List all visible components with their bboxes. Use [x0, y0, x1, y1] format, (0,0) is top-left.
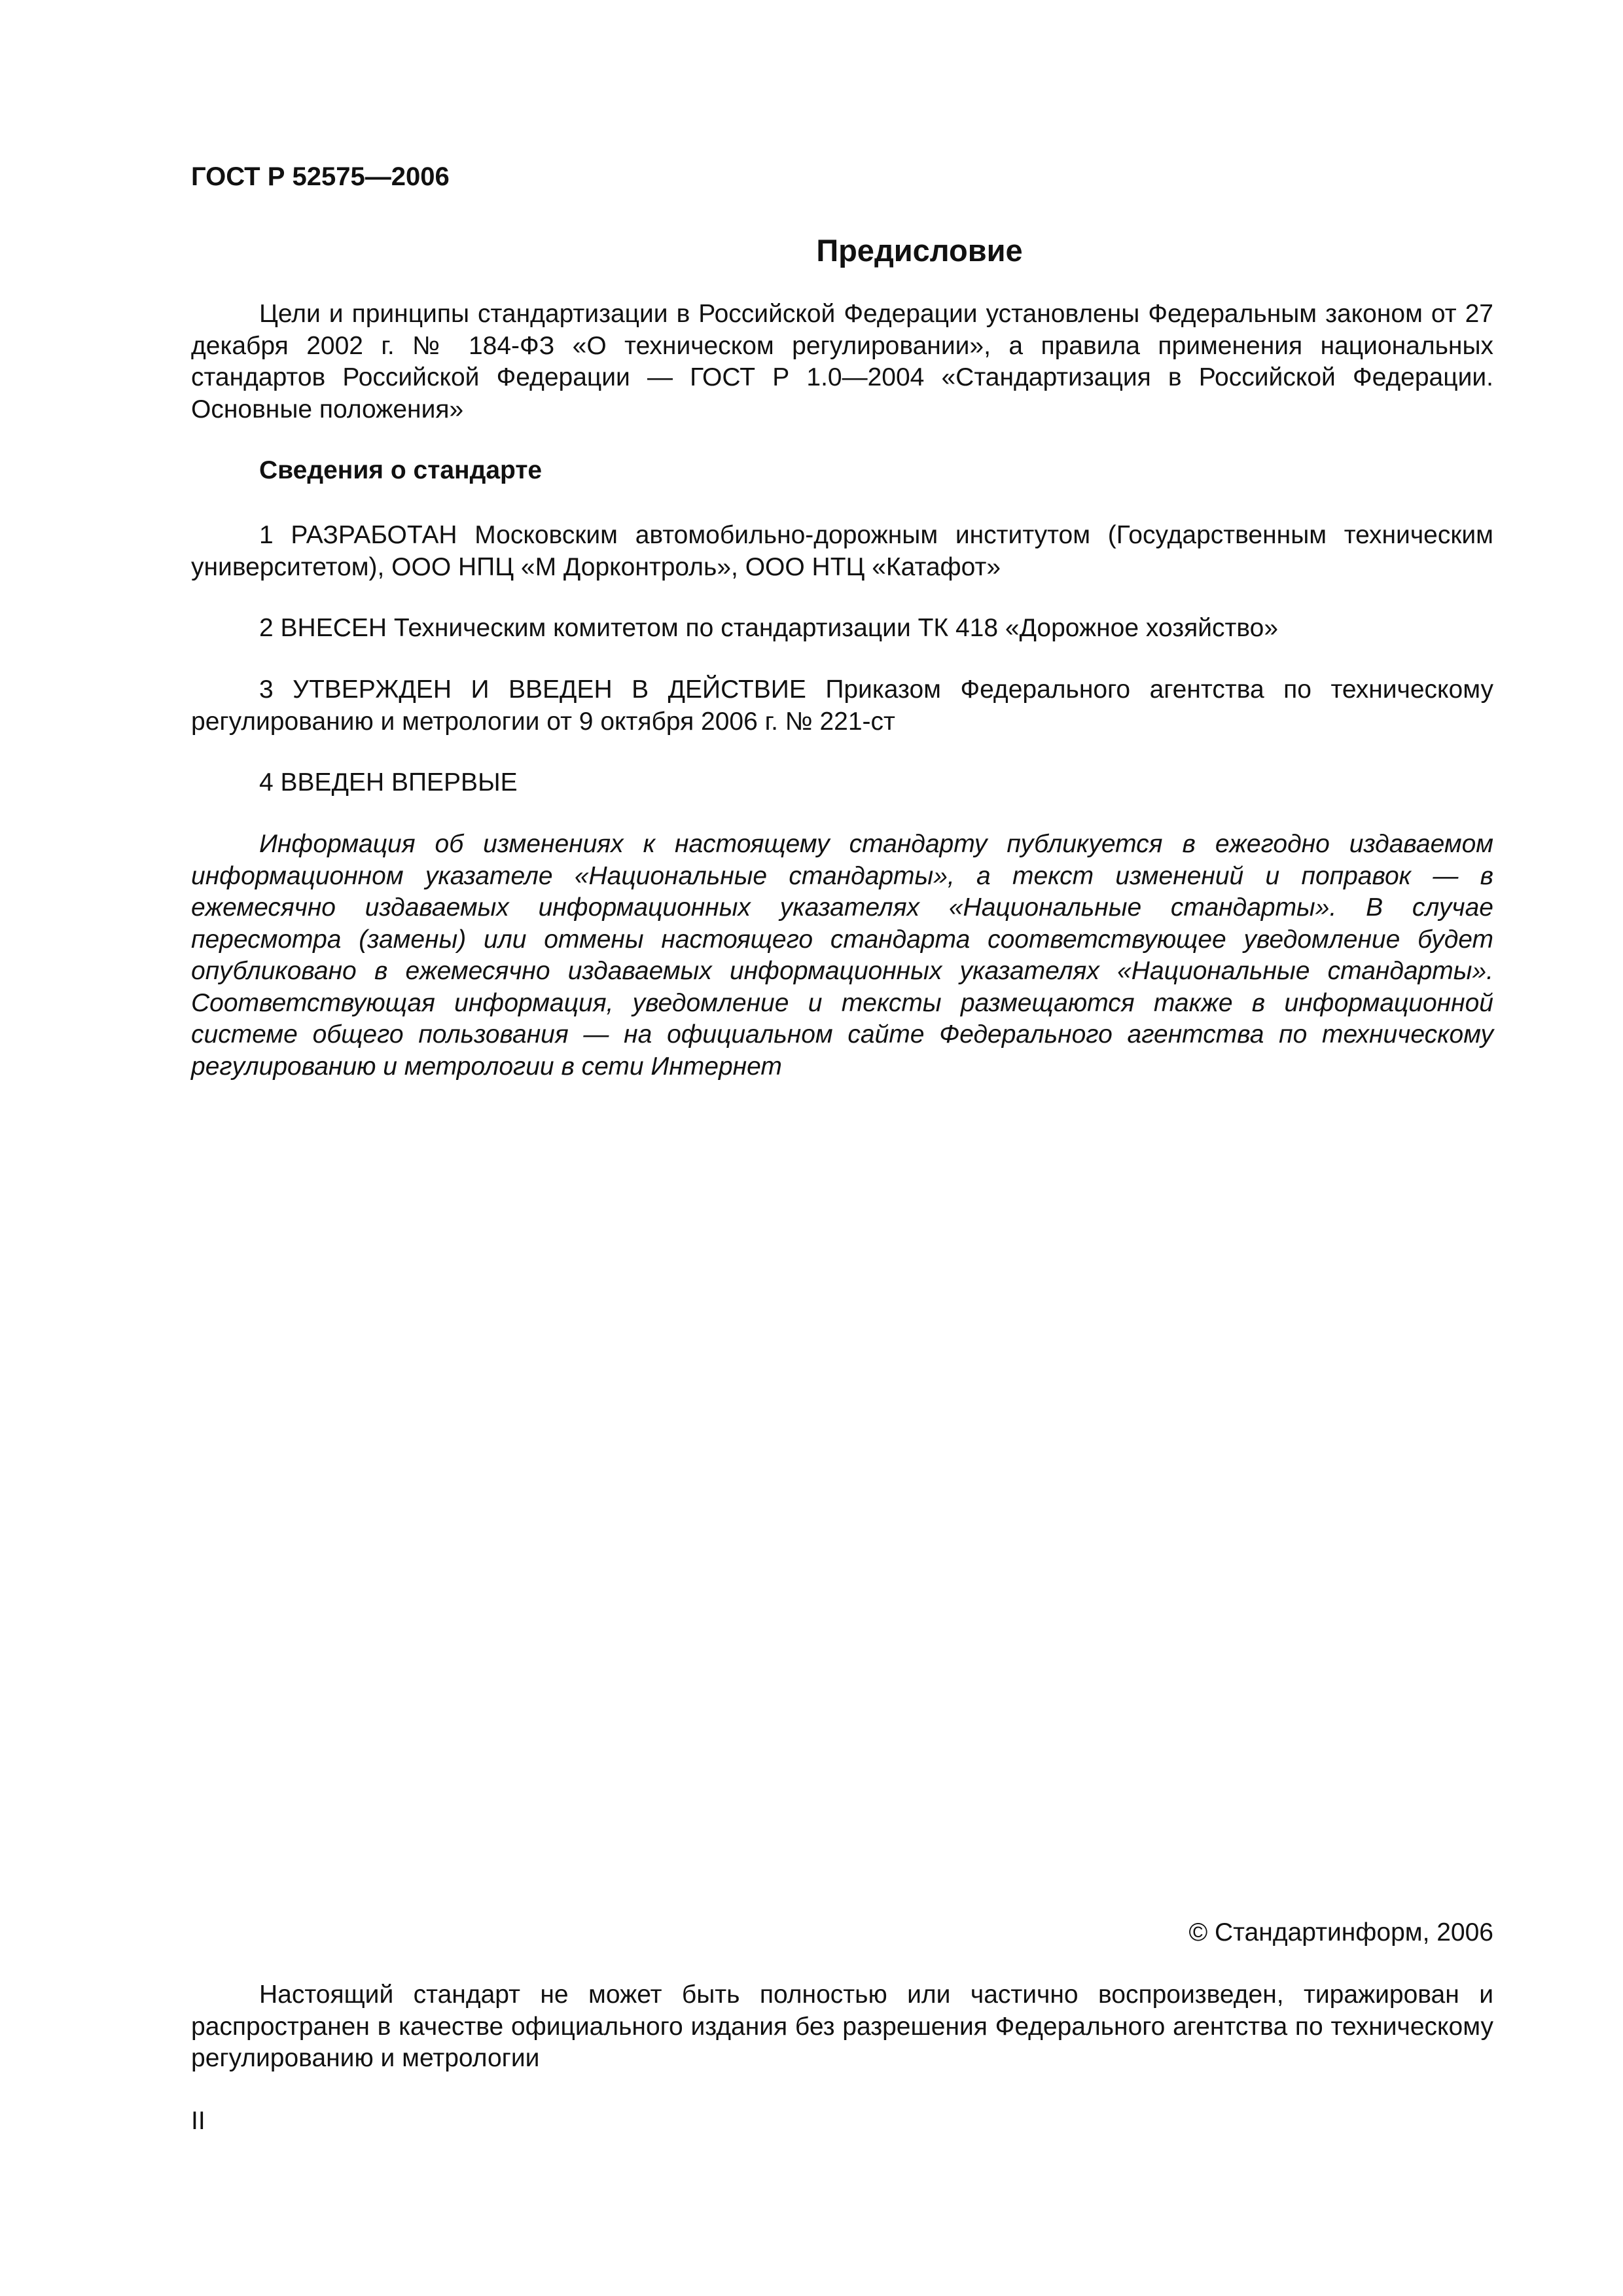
subheading: Сведения о стандарте	[259, 456, 543, 484]
list-item-1: 1 РАЗРАБОТАН Московским автомобильно-дорожным институтом (Государственным техническим университетом), ООО НПЦ «М Дорконтроль», ООО НТЦ «Катафот»	[191, 521, 1493, 581]
reproduction-notice: Настоящий стандарт не может быть полностью или частично воспроизведен, тиражирован и распространен в качестве официального издания без разрешения Федерального агентства по техническому регулированию и метрологии	[191, 1981, 1493, 2072]
list-item-3: 3 УТВЕРЖДЕН И ВВЕДЕН В ДЕЙСТВИЕ Приказом Федерального агентства по техническому регулированию и метрологии от 9 октября 2006 г. № 221-ст	[191, 675, 1493, 736]
copyright-notice: © Стандартинформ, 2006	[1188, 1918, 1493, 1946]
list-item-2: 2 ВНЕСЕН Техническим комитетом по стандартизации ТК 418 «Дорожное хозяйство»	[259, 614, 1279, 642]
list-item-4: 4 ВВЕДЕН ВПЕРВЫЕ	[259, 768, 518, 797]
document-designation: ГОСТ Р 52575—2006	[191, 162, 450, 191]
intro-paragraph: Цели и принципы стандартизации в Российской Федерации установлены Федеральным законом от 27 декабря 2002 г. № 184-ФЗ «О техническом регулировании», а правила применения национальных стандартов Российской Федерации — ГОСТ Р 1.0—2004 «Стандартизация в Российской Федерации. Основные положения»	[191, 300, 1493, 423]
info-paragraph: Информация об изменениях к настоящему стандарту публикуется в ежегодно издаваемом информационном указателе «Национальные стандарты», а текст изменений и поправок — в ежемесячно издаваемых информационных указателях «Национальные стандарты». В случае пересмотра (замены) или отмены настоящего стандарта соответствующее уведомление будет опубликовано в ежемесячно издаваемых информационных указателях «Национальные стандарты». Соответствующая информация, уведомление и тексты размещаются также в информационной системе общего пользования — на официальном сайте Федерального агентства по техническому регулированию и метрологии в сети Интернет	[191, 830, 1493, 1081]
page-number: II	[191, 2107, 205, 2135]
section-title: Предисловие	[816, 233, 1023, 268]
